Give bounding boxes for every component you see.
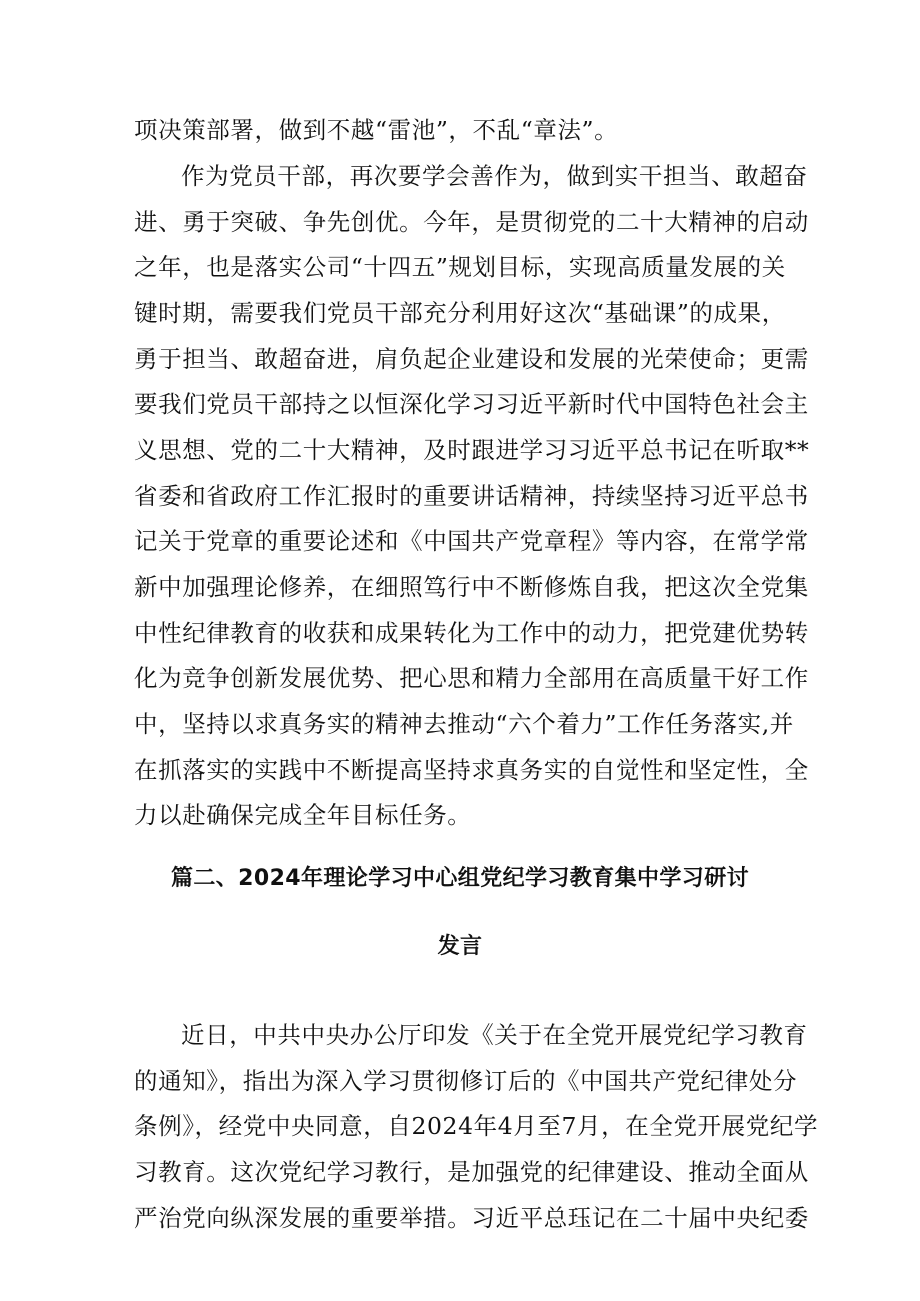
paragraph-2-line: 进、勇于突破、争先创优。今年，是贯彻党的二十大精神的启动	[134, 208, 809, 236]
paragraph-2-line: 键时期，需要我们党员干部充分利用好这次“基础课”的成果，	[134, 299, 786, 327]
paragraph-2-line: 新中加强理论修养，在细照笃行中不断修炼自我，把这次全党集	[134, 573, 809, 601]
paragraph-3-line: 的通知》，指出为深入学习贯彻修订后的《中国共产党纪律处分	[134, 1067, 798, 1095]
paragraph-2-line: 之年，也是落实公司“十四五”规划目标，实现高质量发展的关	[134, 253, 786, 281]
paragraph-1-line: 项决策部署，做到不越“雷池”，不乱“章法”。	[134, 116, 619, 144]
paragraph-3-line: 条例》，经党中央同意，自2024年4月至7月，在全党开展党纪学	[134, 1112, 819, 1140]
section-heading-line-1: 篇二、2024年理论学习中心组党纪学习教育集中学习研讨	[170, 866, 750, 891]
paragraph-2-line: 记关于党章的重要论述和《中国共产党章程》等内容，在常学常	[134, 527, 809, 555]
paragraph-2-line: 在抓落实的实践中不断提高坚持求真务实的自觉性和坚定性，全	[134, 756, 809, 784]
paragraph-2-line: 力以赴确保完成全年目标任务。	[134, 801, 472, 829]
paragraph-3-line: 近日，中共中央办公厅印发《关于在全党开展党纪学习教育	[181, 1021, 808, 1049]
paragraph-2-line: 中，坚持以求真务实的精神去推动“六个着力”工作任务落实,并	[134, 710, 794, 738]
paragraph-3-line: 严治党向纵深发展的重要举措。习近平总珏记在二十届中央纪委	[134, 1204, 809, 1232]
paragraph-2-line: 义思想、党的二十大精神，及时跟进学习习近平总书记在听取**	[134, 436, 810, 464]
paragraph-2-line: 中性纪律教育的收获和成果转化为工作中的动力，把党建优势转	[134, 619, 809, 647]
paragraph-2-line: 作为党员干部，再次要学会善作为，做到实干担当、敢超奋	[181, 162, 808, 190]
paragraph-2-line: 勇于担当、敢超奋进，肩负起企业建设和发展的光荣使命；更需	[134, 345, 809, 373]
paragraph-3-line: 习教育。这次党纪学习教行，是加强党的纪律建设、推动全面从	[134, 1158, 809, 1186]
paragraph-2-line: 省委和省政府工作汇报时的重要讲话精神，持续坚持习近平总书	[134, 482, 809, 510]
section-heading-line-2: 发言	[437, 934, 483, 959]
paragraph-2-line: 化为竞争创新发展优势、把心思和精力全部用在高质量干好工作	[134, 664, 809, 692]
paragraph-2-line: 要我们党员干部持之以恒深化学习习近平新时代中国特色社会主	[134, 390, 809, 418]
